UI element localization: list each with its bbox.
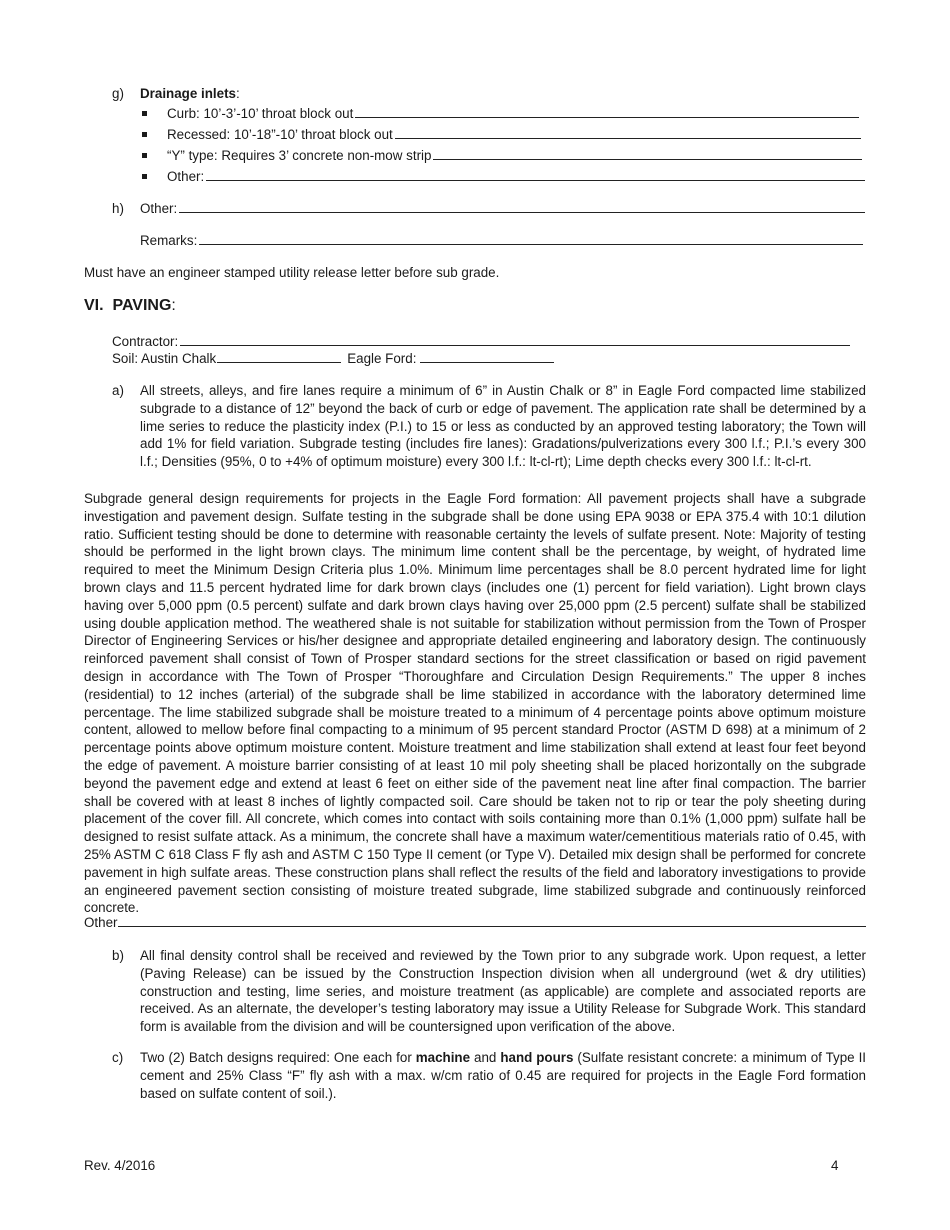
paving-colon: :	[171, 297, 176, 314]
blank-line[interactable]	[206, 180, 865, 181]
contractor-label: Contractor:	[112, 334, 179, 349]
blank-line[interactable]	[199, 244, 863, 245]
soil-label: Soil: Austin Chalk	[112, 351, 217, 366]
item-c-text-part: and	[470, 1050, 501, 1065]
drainage-item-label: Recessed: 10’-18”-10’ throat block out	[167, 127, 393, 142]
drainage-item-y-type	[142, 148, 862, 163]
section-h-letter: h)	[112, 201, 124, 216]
item-a-letter: a)	[112, 383, 124, 398]
bullet-icon	[142, 153, 147, 158]
machine-emphasis: machine	[415, 1050, 471, 1065]
subgrade-design-paragraph: Subgrade general design requirements for projects in the Eagle Ford formation: All pavement projects shall have a subgrade investigation and pavement design. Sulfate testing in the subgrade shall be done using EPA 9038 or EPA 375.4 with 10:1 dilution ratio. Sufficient testing should be done to determine with reasonable certainty the levels of sulfate present. Note: Majority of testing should be performed in the light brown clays. The minimum lime content shall be the percentage, by weight, of hydrated lime required to meet the Minimum Design Criteria plus 1.0%. Minimum lime percentages shall be 8.0 percent hydrated lime for light brown clays and 11.5 percent hydrated lime for dark brown clays (includes one (1) percent for field variation). Light brown clays having over 5,000 ppm (0.5 percent) sulfate and dark brown clays having over 25,000 ppm (2.5 percent) sulfate shall be stabilized using double application method. The weathered shale is not suitable for stabilization without permission from the Town of Prosper Director of Engineering Services or his/her designee and appropriate detailed engineering and laboratory design. The continuously reinforced pavement shall consist of Town of Prosper standard sections for the street classification or based on rigid pavement design in accordance with The Town of Prosper “Thoroughfare and Circulation Design Requirements.” The upper 8 inches (residential) to 12 inches (arterial) of the subgrade shall be lime stabilized in accordance with the laboratory determined lime percentage. The lime stabilized subgrade shall be moisture treated to a minimum of 4 percentage points above optimum moisture content, allowed to mellow before final compacting to a minimum of 95 percent standard Proctor (ASTM D 698) at a minimum of 2 percentage points above optimum moisture content. Moisture treatment and lime stabilization shall extend at least four feet beyond the edge of pavement. A moisture barrier consisting of at least 10 mil poly sheeting shall be placed horizontally on the subgrade beyond the pavement edge and extend at least 6 feet on either side of the pavement neat line after final compaction. The barrier shall be covered with at least 8 inches of lightly compacted soil. Care should be taken not to rip or tear the poly sheeting during placement of the cover fill. All concrete, which comes into contact with soils containing more than 0.1% (1,000 ppm) sulfate hall be designed to resist sulfate attack. As a minimum, the concrete shall have a maximum water/cementitious materials ratio of 0.45, with 25% ASTM C 618 Class F fly ash and ASTM C 150 Type II cement (or Type V). Detailed mix design shall be performed for concrete pavement in high sulfate areas. These construction plans shall reflect the results of the field and laboratory investigations to provide an engineered pavement section consisting of moisture treated subgrade, lime stabilized subgrade and continuously reinforced concrete.	[84, 491, 866, 916]
item-c-text-part: (Sulfate resistant concrete: a minimum of Type II cement and 25% Class “F” fly ash with a max. w/cm ratio of 0.45 are required for projects in the Eagle Ford formation based on sulfate content of soil.).	[140, 1050, 867, 1101]
contractor-blank-line[interactable]	[180, 345, 850, 346]
section-h-other-label: Other:	[140, 201, 178, 216]
bullet-icon	[142, 132, 147, 137]
blank-line[interactable]	[179, 212, 865, 213]
section-g-letter: g)	[112, 86, 124, 101]
drainage-item-other	[142, 169, 865, 184]
blank-line[interactable]	[433, 159, 862, 160]
austin-chalk-blank-line[interactable]	[217, 362, 341, 363]
paving-title: PAVING	[112, 297, 172, 314]
drainage-inlets-title: Drainage inlets	[140, 86, 236, 101]
section-h-other-row	[140, 201, 865, 216]
item-c-text-part: Two (2) Batch designs required: One each for	[140, 1050, 416, 1065]
contractor-row	[112, 334, 850, 349]
item-b-text: All final density control shall be received and reviewed by the Town prior to any subgrade work. Upon request, a letter (Paving Release) can be issued by the Construction Inspection division when all underground (wet & dry utilities) construction and testing, lime series, and moisture treatment (as applicable) are complete and associated reports are received. As an alternate, the developer’s testing laboratory may issue a Utility Release for Subgrade Work. This standard form is available from the division and will be countersigned upon verification of the above.	[140, 948, 866, 1035]
item-b-letter: b)	[112, 948, 124, 963]
bullet-icon	[142, 111, 147, 116]
drainage-item-recessed	[142, 127, 861, 142]
drainage-item-label: “Y” type: Requires 3’ concrete non-mow strip	[167, 148, 432, 163]
other-blank-line[interactable]	[118, 926, 867, 927]
blank-line[interactable]	[395, 138, 861, 139]
drainage-item-curb	[142, 106, 859, 121]
item-c-text	[140, 1049, 866, 1102]
other-line-label: Other	[84, 915, 118, 930]
footer-page-number: 4	[831, 1158, 839, 1173]
section-g-heading	[140, 86, 240, 101]
remarks-row	[140, 233, 863, 248]
eagle-ford-blank-line[interactable]	[420, 362, 554, 363]
utility-release-note: Must have an engineer stamped utility release letter before sub grade.	[84, 265, 500, 280]
item-c-letter: c)	[112, 1050, 124, 1065]
remarks-label: Remarks:	[140, 233, 198, 248]
bullet-icon	[142, 174, 147, 179]
drainage-inlets-colon: :	[236, 86, 240, 101]
item-a-text: All streets, alleys, and fire lanes require a minimum of 6” in Austin Chalk or 8” in Eagle Ford compacted lime stabilized subgrade to a distance of 12” beyond the back of curb or edge of pavement. The application rate shall be determined by a lime series to reduce the plasticity index (P.I.) to 15 or less as conducted by an approved testing laboratory; the Town will add 1% for field variation. Subgrade testing (includes fire lanes): Gradations/pulverizations every 300 l.f.; P.I.’s every 300 l.f.; Densities (95%, 0 to +4% of optimum moisture) every 300 l.f.: lt-cl-rt); Lime depth checks every 300 l.f.: lt-cl-rt.	[140, 383, 866, 470]
soil-row	[112, 351, 554, 366]
footer-revision: Rev. 4/2016	[84, 1158, 156, 1173]
blank-line[interactable]	[355, 117, 859, 118]
paving-number: VI.	[84, 297, 104, 314]
eagle-ford-label: Eagle Ford:	[347, 351, 417, 366]
other-row	[84, 915, 866, 930]
drainage-item-label: Other:	[167, 169, 205, 184]
drainage-item-label: Curb: 10’-3’-10’ throat block out	[167, 106, 354, 121]
hand-pours-emphasis: hand pours	[500, 1050, 574, 1065]
paving-heading	[84, 297, 176, 315]
